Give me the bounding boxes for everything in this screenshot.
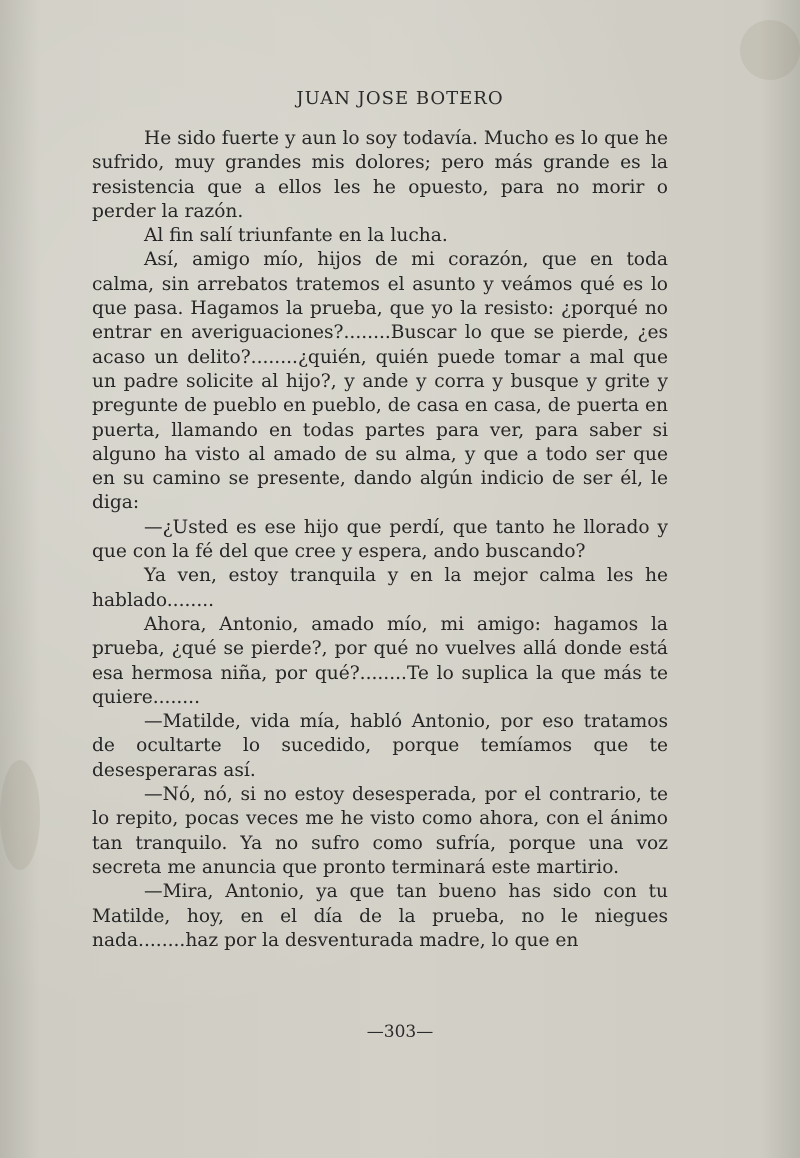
paragraph: Ahora, Antonio, amado mío, mi amigo: hagamos la prueba, ¿qué se pierde?, por qué no vuelves allá donde está esa hermosa niña, por qué?........Te lo suplica la que más te quiere........ [92, 613, 668, 708]
body-text [92, 127, 668, 953]
paragraph: Al fin salí triunfante en la lucha. [144, 225, 448, 247]
paragraph: —¿Usted es ese hijo que perdí, que tanto he llorado y que con la fé del que cree y espera, ando buscando? [92, 516, 668, 563]
paragraph: —Matilde, vida mía, habló Antonio, por eso tratamos de ocultarte lo sucedido, porque temíamos que te desesperaras así. [92, 711, 668, 781]
paper-stain [0, 760, 40, 870]
paper-stain [740, 20, 800, 80]
paragraph: Ya ven, estoy tranquila y en la mejor calma les he hablado........ [92, 565, 668, 611]
page-number: —303— [366, 1022, 434, 1042]
paragraph: He sido fuerte y aun lo soy todavía. Mucho es lo que he sufrido, muy grandes mis dolores; pero más grande es la resistencia que a ellos les he opuesto, para no morir o perder la razón. [92, 128, 668, 222]
running-head: JUAN JOSE BOTERO [296, 88, 504, 109]
paragraph: —Mira, Antonio, ya que tan bueno has sido con tu Matilde, hoy, en el día de la prueba, no le niegues nada........haz por la desventurada madre, lo que en [92, 881, 668, 951]
paragraph: —Nó, nó, si no estoy desesperada, por el contrario, te lo repito, pocas veces me he visto como ahora, con el ánimo tan tranquilo. Ya no sufro como sufría, porque una voz secreta me anuncia que pronto terminará este martirio. [92, 784, 668, 878]
paragraph: Así, amigo mío, hijos de mi corazón, que en toda calma, sin arrebatos tratemos el asunto y veámos qué es lo que pasa. Hagamos la prueba, que yo la resisto: ¿porqué no entrar en averiguaciones?........Buscar lo que se pierde, ¿es acaso un delito?........¿quién, quién puede tomar a mal que un padre solicite al hijo?, y ande y corra y busque y grite y pregunte de pueblo en pueblo, de casa en casa, de puerta en puerta, llamando en todas partes para ver, para saber si alguno ha visto al amado de su alma, y que a todo ser que en su camino se presente, dando algún indicio de ser él, le diga: [92, 249, 668, 514]
